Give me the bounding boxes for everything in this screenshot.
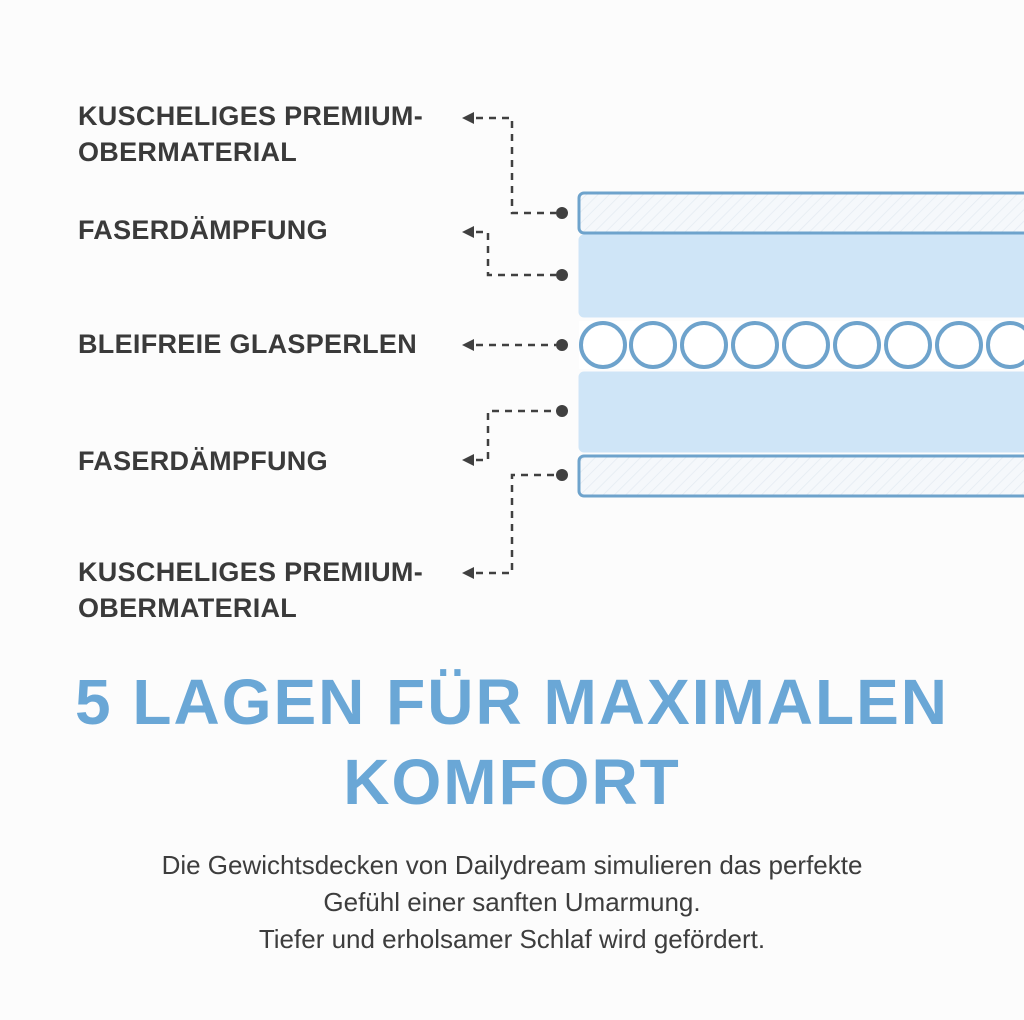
glass-bead	[733, 323, 777, 367]
dot-icon	[556, 469, 568, 481]
glass-bead	[988, 323, 1024, 367]
dot-icon	[556, 207, 568, 219]
label-line: OBERMATERIAL	[78, 137, 298, 167]
headline	[0, 664, 1024, 820]
description	[0, 847, 1024, 958]
top-fiber-layer	[579, 235, 1024, 317]
glass-bead	[886, 323, 930, 367]
top-fabric-layer	[579, 193, 1024, 233]
dot-icon	[556, 269, 568, 281]
arrow-left-icon	[462, 567, 474, 579]
arrow-left-icon	[462, 112, 474, 124]
glass-bead	[682, 323, 726, 367]
glass-beads	[581, 323, 1024, 367]
label-line: OBERMATERIAL	[78, 593, 298, 623]
glass-bead	[784, 323, 828, 367]
label-line: KUSCHELIGES PREMIUM-	[78, 557, 424, 587]
dot-icon	[556, 405, 568, 417]
label-line: FASERDÄMPFUNG	[78, 215, 328, 245]
connector-bottom-fabric	[476, 475, 556, 573]
label-line: KUSCHELIGES PREMIUM-	[78, 101, 424, 131]
dot-icon	[556, 339, 568, 351]
arrow-left-icon	[462, 454, 474, 466]
label-line: BLEIFREIE GLASPERLEN	[78, 329, 418, 359]
glass-bead	[581, 323, 625, 367]
arrow-left-icon	[462, 226, 474, 238]
description-line: Tiefer und erholsamer Schlaf wird gefördert.	[258, 924, 766, 954]
connector-bottom-fiber	[476, 411, 556, 460]
bottom-fiber-layer	[579, 372, 1024, 452]
description-line: Gefühl einer sanften Umarmung.	[323, 887, 701, 917]
headline-line: KOMFORT	[343, 746, 681, 818]
description-line: Die Gewichtsdecken von Dailydream simulieren das perfekte	[161, 850, 863, 880]
headline-line: 5 LAGEN FÜR MAXIMALEN	[75, 666, 949, 738]
arrow-left-icon	[462, 339, 474, 351]
connector-top-fiber	[476, 232, 556, 275]
label-line: FASERDÄMPFUNG	[78, 446, 328, 476]
glass-bead	[631, 323, 675, 367]
connector-top-fabric	[476, 118, 556, 213]
glass-bead	[835, 323, 879, 367]
bottom-fabric-layer	[579, 456, 1024, 496]
glass-bead	[937, 323, 981, 367]
